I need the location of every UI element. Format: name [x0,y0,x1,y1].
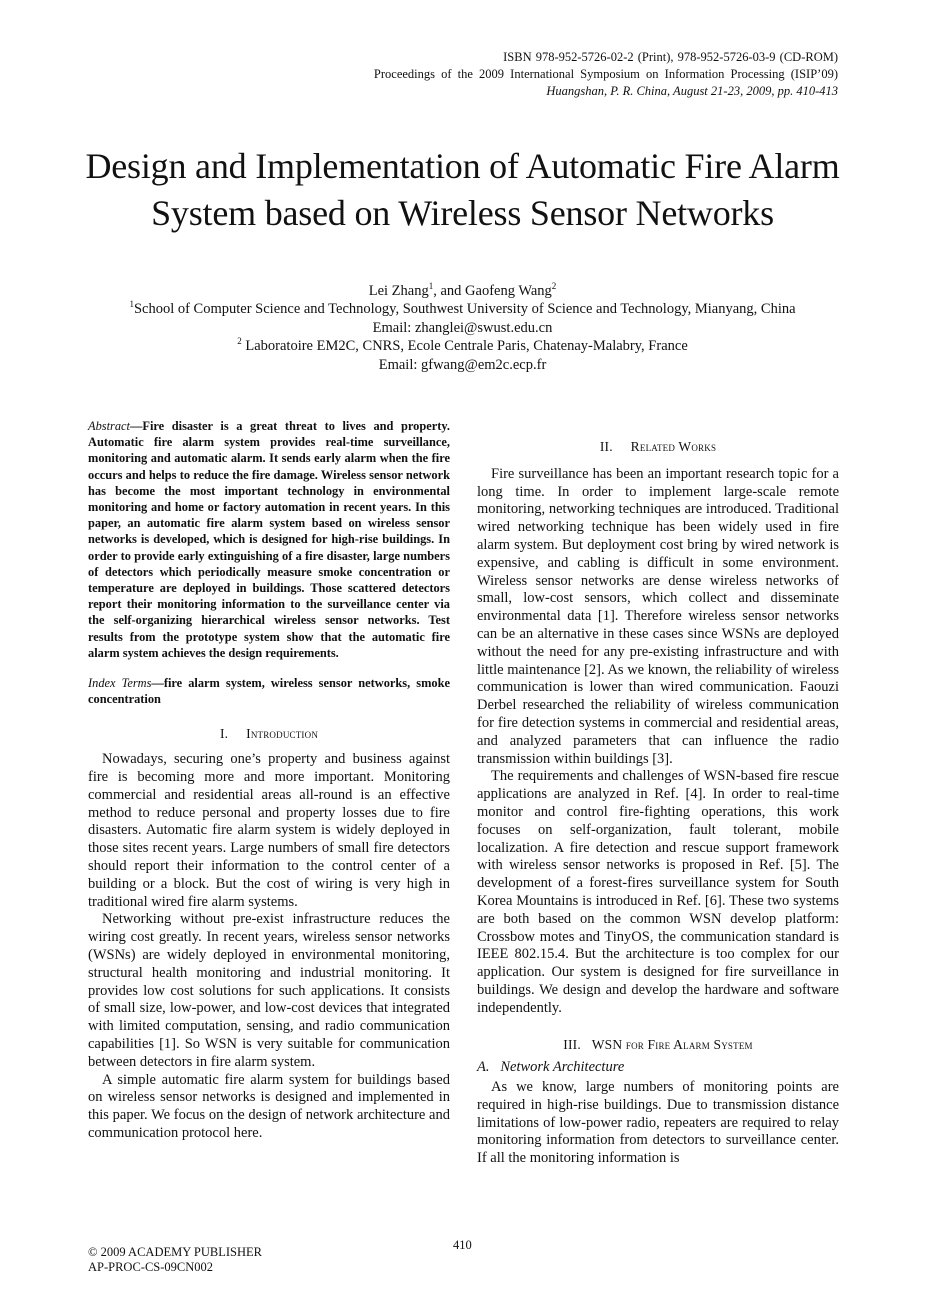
author-1: Lei Zhang [368,283,429,299]
author-separator: , and [433,283,466,299]
location-line [374,83,838,100]
index-terms-text: —fire alarm system, wireless sensor networks, smoke concentration [88,676,450,707]
section-title: WSN for Fire Alarm System [591,1036,753,1052]
left-column [88,418,450,1143]
email-2: Email: gfwang@em2c.ecp.fr [378,356,547,373]
author-2-sup: 2 [551,281,557,292]
affiliation-2-sup: 2 [237,336,242,347]
affiliation-1-sup: 1 [129,299,134,310]
index-terms-label: Index Terms [88,676,152,691]
section-heading-related-works [477,438,839,456]
subsection-letter: A. [477,1059,490,1076]
section-heading-introduction [88,725,450,743]
index-terms [88,675,450,707]
affiliation-2 [0,337,925,356]
section-title: Related Works [630,439,717,454]
copyright: © 2009 ACADEMY PUBLISHER [88,1245,262,1259]
paragraph: A simple automatic fire alarm system for buildings based on wireless sensor networks is designed and implemented in this paper. We focus on the design of network architecture and communication protocol here. [88,1071,450,1141]
author-line [0,282,925,301]
paragraph: As we know, large numbers of monitoring points are required in high-rise buildings. Due to transmission distance limitations of low-power radio, repeaters are required to relay monitoring information from detectors to surveillance center. If all the monitoring information is [477,1079,839,1167]
page-range: , pp. 410-413 [771,84,838,98]
author-2: Gaofeng Wang [465,283,552,299]
email-1: Email: zhanglei@swust.edu.cn [372,319,553,336]
section-title: Introduction [246,726,319,742]
author-1-sup: 1 [428,281,434,292]
affiliations [0,300,925,374]
proceedings-line: Proceedings of the 2009 International Symposium on Information Processing (ISIP’09) [373,67,838,81]
section-number: II. [599,439,613,454]
isbn-line: ISBN 978-952-5726-02-2 (Print), 978-952-5726-03-9 (CD-ROM) [503,50,838,64]
affiliation-1 [0,300,925,319]
paper-title: Design and Implementation of Automatic Fire Alarm System based on Wireless Sensor Networks [85,146,840,233]
affiliation-2-text: Laboratoire EM2C, CNRS, Ecole Centrale Paris, Chatenay-Malabry, France [241,338,688,354]
running-header [374,49,838,100]
section-number: III. [563,1036,581,1052]
paragraph: Networking without pre-exist infrastructure reduces the wiring cost greatly. In recent years, wireless sensor networks (WSNs) are widely deployed in environmental monitoring, structural health monitoring and industrial monitoring. It provides low cost solutions for such applications. It consists of small size, low-power, and low-cost devices that integrated with limited computation, sensing, and radio communication capabilities [1]. So WSN is very suitable for communication between detectors in fire alarm system. [88,911,450,1070]
abstract-label: Abstract [88,419,130,433]
section-heading-wsn [477,1036,839,1054]
conference-date: , August 21-23, 2009 [667,84,772,98]
subsection-title: Network Architecture [500,1059,625,1076]
footer [88,1245,262,1275]
paragraph: The requirements and challenges of WSN-based fire rescue applications are analyzed in Ref. [4]. In order to real-time monitor and control fire-fighting operations, this work focuses on self-organization, fault tolerant, mobile localization. A fire detection and rescue support framework with wireless sensor networks is proposed in Ref. [5]. The development of a forest-fires surveillance system for South Korea Mountains is introduced in Ref. [6]. These two systems are both based on the common WSN develop platform: Crossbow motes and TinyOS, the communication standard is IEEE 802.15.4. But the architecture is too complex for our application. Our system is designed for fire surveillance in buildings. We design and develop the hardware and software independently. [477,768,839,1016]
abstract-text: —Fire disaster is a great threat to lives and property. Automatic fire alarm system provides real-time surveillance, monitoring and automatic alarm. It sends early alarm when the fire occurs and helps to reduce the fire damage. Wireless sensor network has become the most important technology in environmental monitoring and home or factory automation in recent years. In this paper, an automatic fire alarm system based on wireless sensor networks is developed, which is designed for high-rise buildings. In order to provide early extinguishing of a fire disaster, large numbers of detectors which periodically measure smoke concentration or temperature are deployed in buildings. Those scattered detectors report their monitoring information to the surveillance center via the self-organizing hierarchical wireless sensor networks. Test results from the prototype system show that the automatic fire alarm system achieves the design requirements. [88,419,450,660]
abstract [88,418,450,661]
section-number: I. [219,726,229,742]
right-column [477,438,839,1168]
paragraph: Fire surveillance has been an important research topic for a long time. In order to implement large-scale remote monitoring, networking techniques are introduced. Traditional wired networking technique has been widely used in fire alarm system. But deployment cost bring by wired network is expensive, and cabling is difficult in some environment. Wireless sensor networks are dense wireless networks of small, low-cost sensors, which collect and disseminate environmental data [1]. Therefore wireless sensor networks can be an alternative in these cases since WSNs are deployed without the need for any pre-existing infrastructure and with little maintenance [2]. As we known, the reliability of wireless communication is lower than wired communication. Faouzi Derbel researched the reliability of wireless communication for fire detection systems in commercial and residential areas, and analyzed parameters that can influence the radio transmission within buildings [3]. [477,465,839,767]
page-number: 410 [453,1238,472,1252]
publication-code: AP-PROC-CS-09CN002 [88,1260,214,1274]
affiliation-1-text: School of Computer Science and Technology, Southwest University of Science and Technology, Mianyang, China [133,301,796,317]
paragraph: Nowadays, securing one’s property and business against fire is becoming more and more important. Monitoring commercial and residential areas all-round is an effective method to reduce personal and property losses due to fire disasters. Automatic fire alarm system is widely deployed in those sites recent years. Large numbers of small fire detectors should report their information to the control center of a building or a block. But the cost of wiring is very high in traditional wired fire alarm systems. [88,751,450,910]
subsection-heading [477,1059,839,1077]
location: Huangshan, P. R. China [546,84,668,98]
